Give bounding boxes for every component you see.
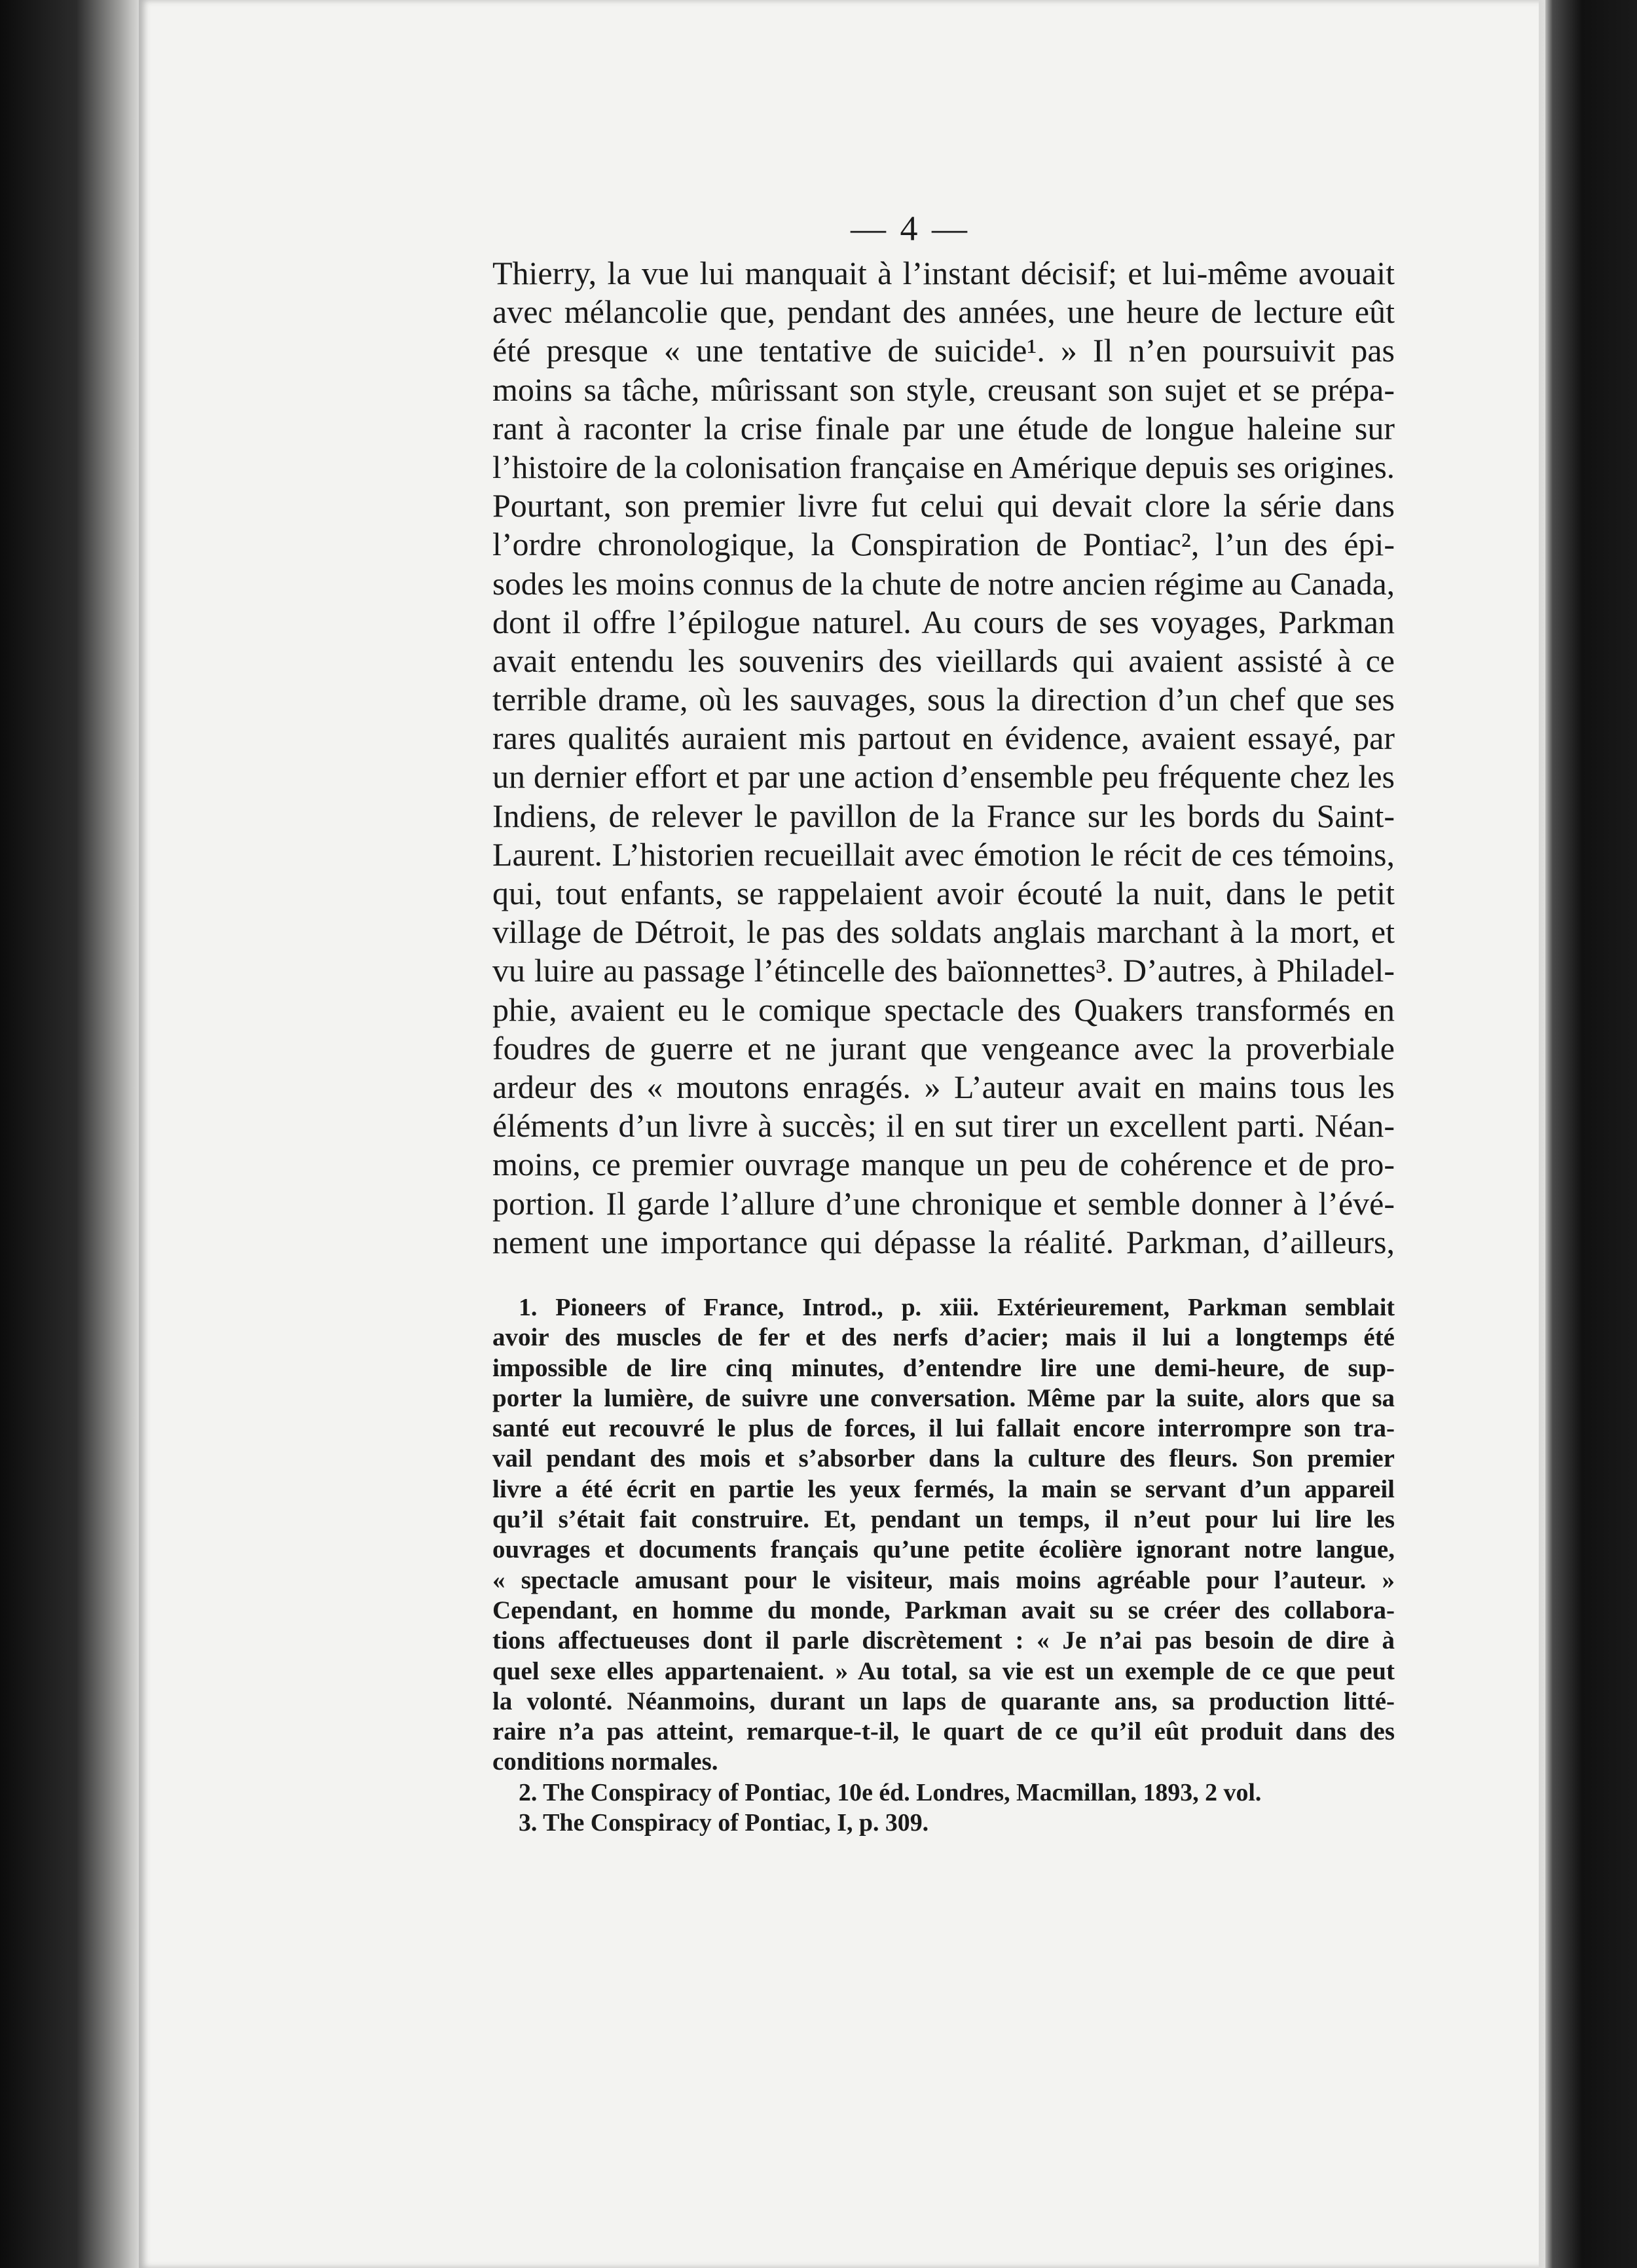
scan-left-margin [0,0,139,2268]
footnote-line: la volonté. Néanmoins, durant un laps de quarante ans, sa production litté- [492,1687,1395,1715]
footnote-line: avoir des muscles de fer et des nerfs d’acier; mais il lui a longtemps été [492,1323,1395,1352]
footnote-line: livre a été écrit en partie les yeux fermés, la main se servant d’un appareil [492,1474,1395,1503]
body-line: moins sa tâche, mûrissant son style, creusant son sujet et se prépa- [492,371,1395,408]
footnote-line: tions affectueuses dont il parle discrètement : « Je n’ai pas besoin de dire à [492,1626,1395,1655]
body-line: portion. Il garde l’allure d’une chronique et semble donner à l’évé- [492,1184,1395,1222]
footnote-line: porter la lumière, de suivre une conversation. Même par la suite, alors que sa [492,1383,1395,1412]
body-line: éléments d’un livre à succès; il en sut tirer un excellent parti. Néan- [492,1107,1395,1144]
footnotes [492,1292,1395,1838]
body-line: Indiens, de relever le pavillon de la France sur les bords du Saint- [492,797,1395,834]
body-line: phie, avaient eu le comique spectacle des Quakers transformés en [492,991,1395,1028]
body-line: qui, tout enfants, se rappelaient avoir écouté la nuit, dans le petit [492,875,1395,911]
body-line: vu luire au passage l’étincelle des baïonnettes³. D’autres, à Philadel- [492,952,1395,989]
footnote-line: 1. Pioneers of France, Introd., p. xiii. Extérieurement, Parkman semblait [519,1294,1395,1321]
body-line: village de Détroit, le pas des soldats anglais marchant à la mort, et [492,913,1395,951]
footnote-line: impossible de lire cinq minutes, d’entendre lire une demi-heure, de sup- [492,1353,1395,1382]
body-line: moins, ce premier ouvrage manque un peu de cohérence et de pro- [492,1146,1395,1183]
footnote-line: Cependant, en homme du monde, Parkman avait su se créer des collabora- [492,1596,1395,1624]
body-line: l’histoire de la colonisation française en Amérique depuis ses origines. [492,448,1395,485]
footnote-line: vail pendant des mois et s’absorber dans la culture des fleurs. Son premier [492,1444,1395,1473]
footnote-line: santé eut recouvré le plus de forces, il lui fallait encore interrompre son tra- [492,1414,1395,1443]
body-line: Laurent. L’historien recueillait avec émotion le récit de ces témoins, [492,835,1395,873]
body-line: nement une importance qui dépasse la réalité. Parkman, d’ailleurs, [492,1223,1395,1260]
body-line: terrible drame, où les sauvages, sous la direction d’un chef que ses [492,681,1395,718]
footnote-line: 2. The Conspiracy of Pontiac, 10e éd. Londres, Macmillan, 1893, 2 vol. [519,1778,1262,1806]
footnote-line: « spectacle amusant pour le visiteur, mais moins agréable pour l’auteur. » [492,1565,1395,1594]
scan-right-margin [1545,0,1637,2268]
body-text [492,254,1395,1262]
body-line: Thierry, la vue lui manquait à l’instant décisif; et lui-même avouait [492,255,1395,291]
footnote-line: ouvrages et documents français qu’une petite écolière ignorant notre langue, [492,1535,1395,1564]
footnote-line: quel sexe elles appartenaient. » Au total, sa vie est un exemple de ce que peut [492,1656,1395,1685]
body-line: l’ordre chronologique, la Conspiration de Pontiac², l’un des épi- [492,526,1395,563]
body-line: sodes les moins connus de la chute de notre ancien régime au Canada, [492,565,1395,602]
body-line: été presque « une tentative de suicide¹. » Il n’en poursuivit pas [492,332,1395,369]
body-line: un dernier effort et par une action d’ensemble peu fréquente chez les [492,758,1395,796]
body-line: avec mélancolie que, pendant des années, une heure de lecture eût [492,293,1395,331]
footnote-line: qu’il s’était fait construire. Et, pendant un temps, il n’eut pour lui lire les [492,1505,1395,1534]
body-line: Pourtant, son premier livre fut celui qui devait clore la série dans [492,487,1395,524]
footnote-line: raire n’a pas atteint, remarque-t-il, le quart de ce qu’il eût produit dans des [492,1717,1395,1746]
body-line: avait entendu les souvenirs des vieillards qui avaient assisté à ce [492,642,1395,679]
body-line: dont il offre l’épilogue naturel. Au cours de ses voyages, Parkman [492,603,1395,640]
footnote-line: 3. The Conspiracy of Pontiac, I, p. 309. [519,1809,929,1837]
body-line: rares qualités auraient mis partout en évidence, avaient essayé, par [492,720,1395,757]
footnote-line: conditions normales. [492,1747,718,1776]
body-line: ardeur des « moutons enragés. » L’auteur avait en mains tous les [492,1068,1395,1105]
body-line: foudres de guerre et ne jurant que vengeance avec la proverbiale [492,1029,1395,1067]
page-number: — 4 — [851,209,970,248]
body-line: rant à raconter la crise finale par une étude de longue haleine sur [492,409,1395,447]
